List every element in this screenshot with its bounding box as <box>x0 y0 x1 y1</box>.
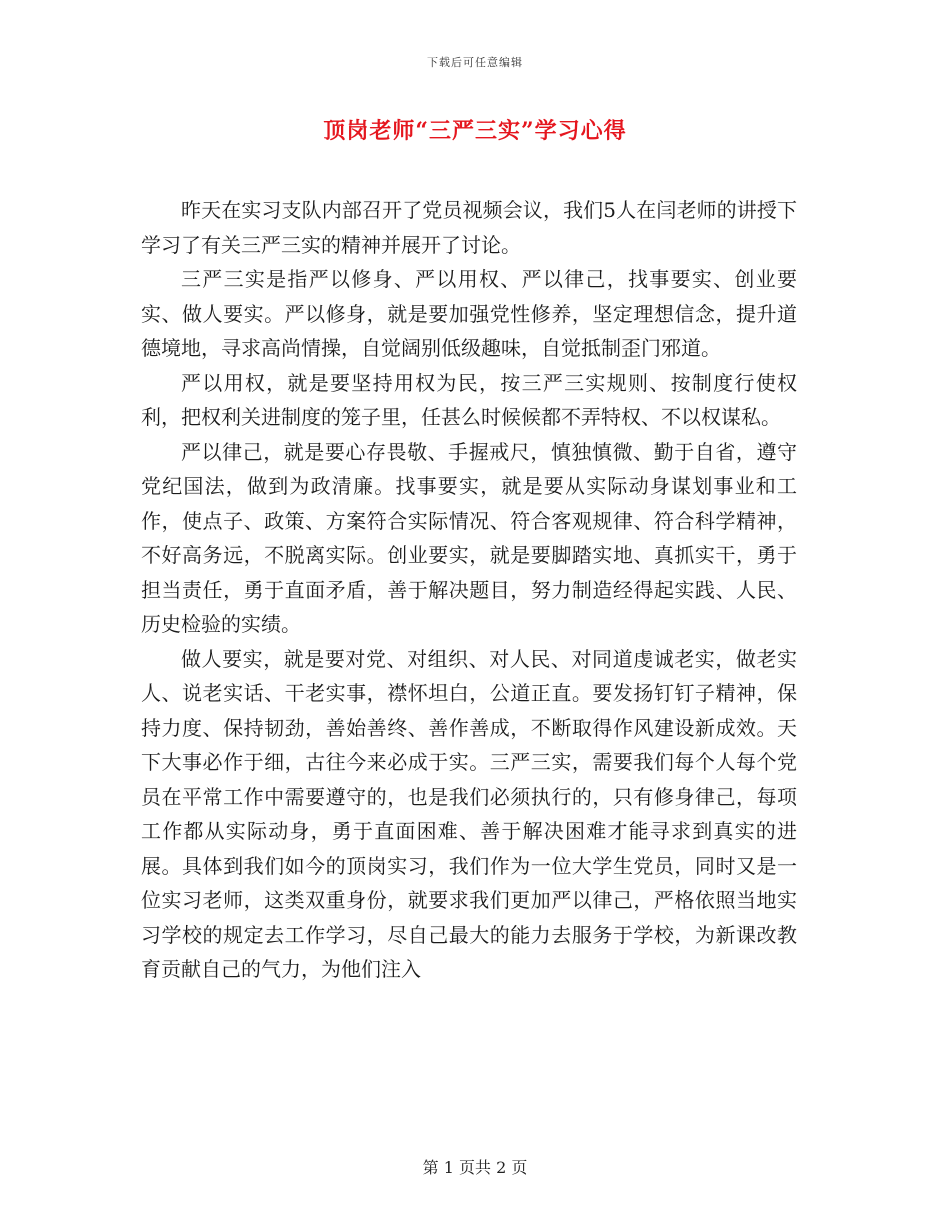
paragraph: 昨天在实习支队内部召开了党员视频会议，我们5人在闫老师的讲授下学习了有关三严三实的精神并展开了讨论。 <box>141 198 797 257</box>
document-body <box>141 193 797 987</box>
paragraph: 严以律己，就是要心存畏敬、手握戒尺，慎独慎微、勤于自省，遵守党纪国法，做到为政清廉。找事要实，就是要从实际动身谋划事业和工作，使点子、政策、方案符合实际情况、符合客观规律、符合科学精神，不好高务远，不脱离实际。创业要实，就是要脚踏实地、真抓实干，勇于担当责任，勇于直面矛盾，善于解决题目，努力制造经得起实践、人民、历史检验的实绩。 <box>141 439 797 636</box>
page-number: 第 1 页共 2 页 <box>422 1158 528 1177</box>
paragraph: 三严三实是指严以修身、严以用权、严以律己，找事要实、创业要实、做人要实。严以修身，就是要加强党性修养，坚定理想信念，提升道德境地，寻求高尚情操，自觉阔别低级趣味，自觉抵制歪门邪道。 <box>141 267 797 360</box>
page-header-note: 下载后可任意编辑 <box>427 56 523 69</box>
paragraph: 做人要实，就是要对党、对组织、对人民、对同道虔诚老实，做老实人、说老实话、干老实事，襟怀坦白，公道正直。要发扬钉钉子精神，保持力度、保持韧劲，善始善终、善作善成，不断取得作风建设新成效。天下大事必作于细，古往今来必成于实。三严三实，需要我们每个人每个党员在平常工作中需要遵守的，也是我们必须执行的，只有修身律己，每项工作都从实际动身，勇于直面困难、善于解决困难才能寻求到真实的进展。具体到我们如今的顶岗实习，我们作为一位大学生党员，同时又是一位实习老师，这类双重身份，就要求我们更加严以律己，严格依照当地实习学校的规定去工作学习，尽自己最大的能力去服务于学校，为新课改教育贡献自己的气力，为他们注入 <box>141 646 797 981</box>
document-title: 顶岗老师“三严三实”学习心得 <box>323 118 627 144</box>
paragraph: 严以用权，就是要坚持用权为民，按三严三实规则、按制度行使权利，把权利关进制度的笼子里，任甚么时候候都不弄特权、不以权谋私。 <box>141 370 797 429</box>
